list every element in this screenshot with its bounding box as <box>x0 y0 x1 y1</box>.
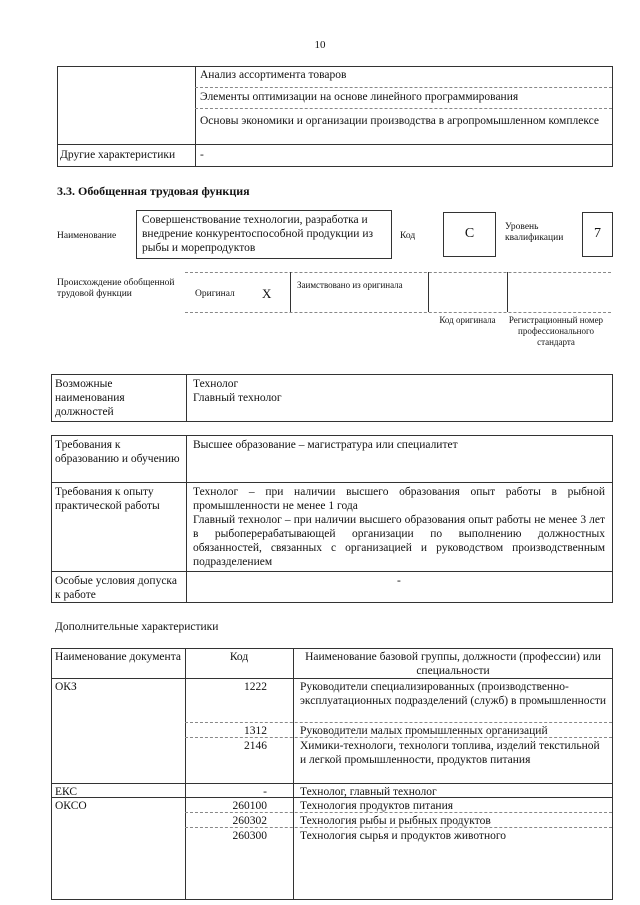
row-name: Технология продуктов питания <box>300 800 454 812</box>
function-name: Совершенствование технологии, разработка и внедрение конкурентоспособной продукции из рыбы и морепродуктов <box>142 214 374 254</box>
row-doc: ОКЗ <box>55 681 77 693</box>
top-table-row-3: Основы экономики и организации производства в агропромышленном комплексе <box>200 115 599 127</box>
top-table-row-1: Анализ ассортимента товаров <box>200 69 347 81</box>
header-code: Код <box>229 651 249 663</box>
position-2: Главный технолог <box>193 392 282 404</box>
reg-number-label: Регистрационный номер профессионального стандарта <box>508 315 604 347</box>
experience-value-2: Главный технолог – при наличии высшего образования опыт работы не менее 3 лет в рыбоперерабатывающей организации по выполнению должностных обязанностей, связанных с организацией и руководством производственным подразделением <box>193 514 605 568</box>
borrowed-label: Заимствовано из оригинала <box>297 280 403 290</box>
education-label: Требования к образованию и обучению <box>55 439 180 465</box>
row-name: Руководители малых промышленных организаций <box>300 725 548 737</box>
code-value: С <box>464 226 475 241</box>
row-name: Технология рыбы и рыбных продуктов <box>300 815 491 827</box>
row-doc: ЕКС <box>55 786 78 798</box>
name-label: Наименование <box>57 231 117 241</box>
level-value: 7 <box>594 226 601 241</box>
row-name: Руководители специализированных (производственно-эксплуатационных подразделений (служб) в промышленности <box>300 681 607 707</box>
code-label: Код <box>400 231 416 241</box>
section-heading: 3.3. Обобщенная трудовая функция <box>57 184 250 198</box>
header-name: Наименование базовой группы, должности (профессии) или специальности <box>305 651 601 677</box>
experience-label: Требования к опыту практической работы <box>55 486 160 512</box>
row-code: - <box>263 786 267 798</box>
origin-label: Происхождение обобщенной трудовой функции <box>57 278 175 299</box>
row-doc: ОКСО <box>55 800 87 812</box>
original-label: Оригинал <box>195 289 235 299</box>
experience-value-1: Технолог – при наличии высшего образования опыт работы в рыбной промышленности не менее 1 года <box>193 486 605 512</box>
special-conditions-value: - <box>397 575 401 587</box>
position-1: Технолог <box>193 378 239 390</box>
row-code: 260300 <box>232 830 267 842</box>
original-mark: X <box>262 286 272 301</box>
special-conditions-label: Особые условия допуска к работе <box>55 575 177 601</box>
row-code: 260100 <box>232 800 267 812</box>
other-characteristics-value: - <box>200 149 204 161</box>
row-name: Технология сырья и продуктов животного <box>300 830 507 842</box>
other-characteristics-label: Другие характеристики <box>60 149 176 161</box>
row-code: 1222 <box>244 681 267 693</box>
positions-label: Возможные наименования должностей <box>55 378 125 418</box>
row-code: 2146 <box>244 740 267 752</box>
row-name: Технолог, главный технолог <box>300 786 437 798</box>
code-original-label: Код оригинала <box>439 315 496 325</box>
education-value: Высшее образование – магистратура или специалитет <box>193 439 458 451</box>
page-number: 10 <box>314 39 326 51</box>
row-code: 1312 <box>244 725 267 737</box>
top-table-row-2: Элементы оптимизации на основе линейного программирования <box>200 91 519 103</box>
header-doc: Наименование документа <box>55 651 181 663</box>
additional-heading: Дополнительные характеристики <box>55 621 219 633</box>
level-label: Уровень квалификации <box>505 222 564 243</box>
row-code: 260302 <box>232 815 267 827</box>
row-name: Химики-технологи, технологи топлива, изделий текстильной и легкой промышленности, продуктов питания <box>300 740 600 766</box>
